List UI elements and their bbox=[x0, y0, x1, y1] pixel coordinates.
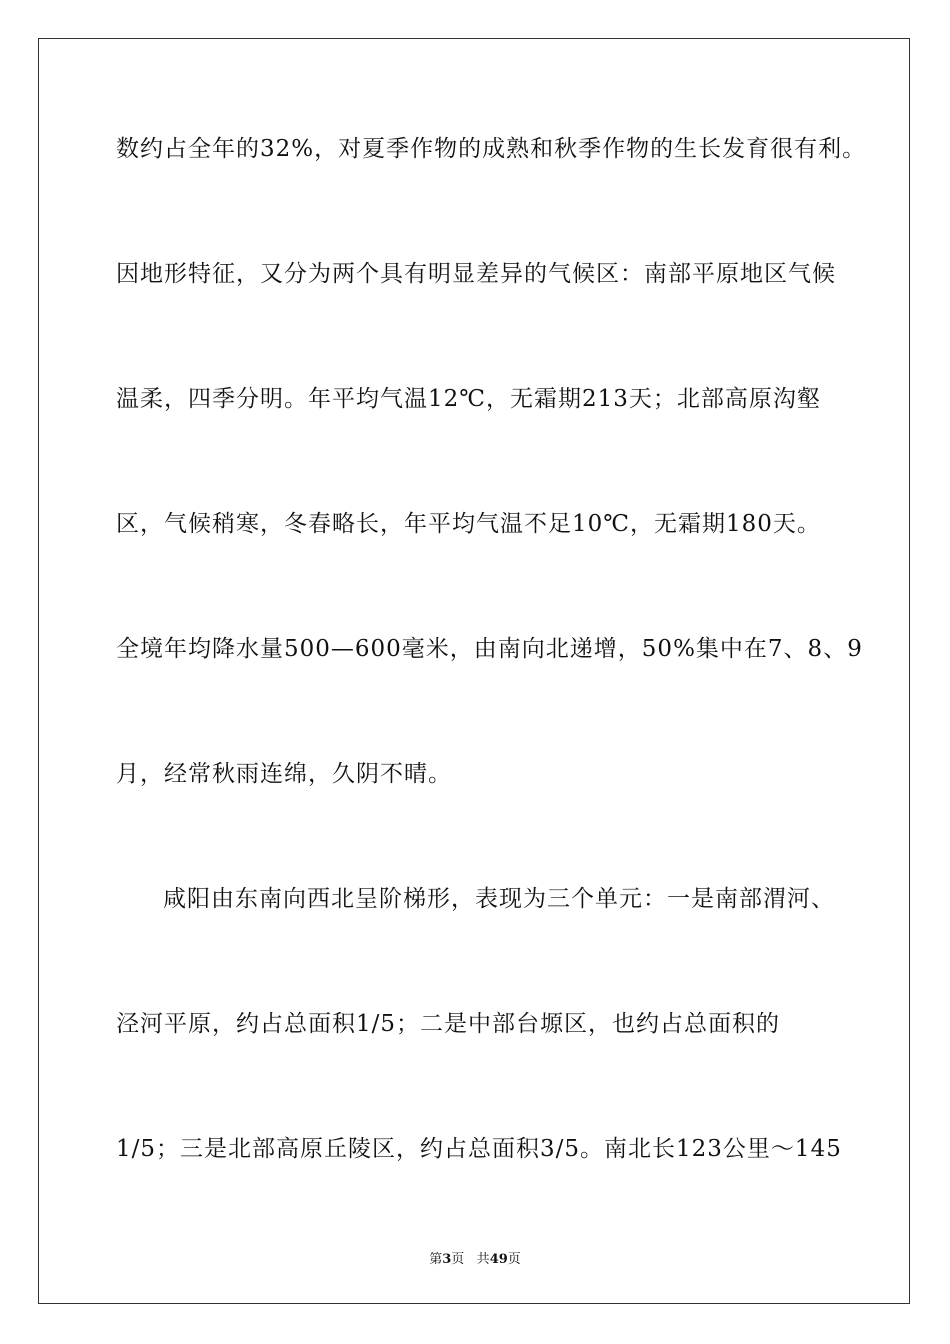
body-line-2: 因地形特征，又分为两个具有明显差异的气候区：南部平原地区气候 bbox=[116, 261, 836, 287]
footer-total-prefix: 共 bbox=[476, 1252, 490, 1267]
body-line-1: 数约占全年的32%，对夏季作物的成熟和秋季作物的生长发育很有利。 bbox=[116, 136, 867, 162]
body-line-8: 泾河平原，约占总面积1/5；二是中部台塬区，也约占总面积的 bbox=[116, 1011, 781, 1037]
body-line-3: 温柔，四季分明。年平均气温12℃，无霜期213天；北部高原沟壑 bbox=[116, 386, 821, 412]
footer-page-suffix: 页 bbox=[451, 1252, 465, 1267]
footer-total-pages: 49 bbox=[489, 1252, 508, 1267]
body-line-9: 1/5；三是北部高原丘陵区，约占总面积3/5。南北长123公里～145 bbox=[116, 1136, 842, 1162]
body-line-4: 区，气候稍寒，冬春略长，年平均气温不足10℃，无霜期180天。 bbox=[116, 511, 821, 537]
page-border bbox=[38, 38, 910, 1304]
body-line-7: 咸阳由东南向西北呈阶梯形，表现为三个单元：一是南部渭河、 bbox=[163, 886, 835, 912]
page-footer bbox=[0, 1248, 950, 1267]
footer-total-suffix: 页 bbox=[507, 1252, 521, 1267]
footer-page-prefix: 第 bbox=[429, 1252, 443, 1267]
body-line-5: 全境年均降水量500—600毫米，由南向北递增，50%集中在7、8、9 bbox=[116, 636, 863, 662]
body-line-6: 月，经常秋雨连绵，久阴不晴。 bbox=[116, 761, 452, 787]
footer-page-number: 3 bbox=[442, 1252, 452, 1267]
